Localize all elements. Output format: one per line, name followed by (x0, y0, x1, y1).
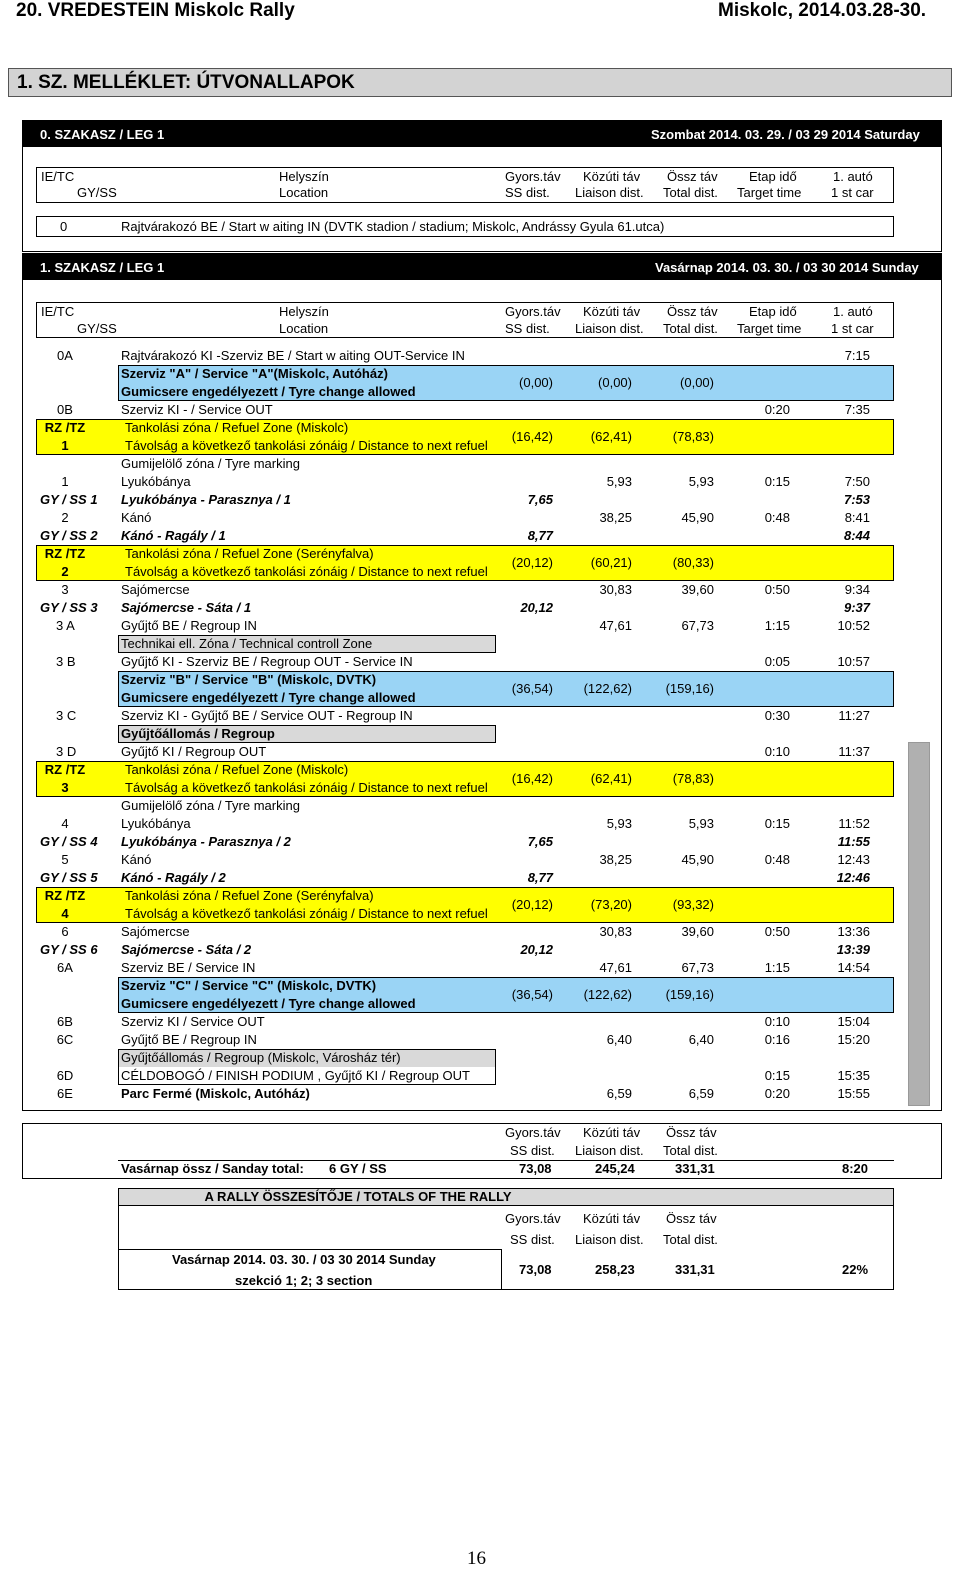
tot-col-li-en: Liaison dist. (575, 1143, 644, 1158)
row-total-dist: (78,83) (672, 429, 714, 444)
row-first-car: 10:52 (837, 618, 870, 633)
row-liaison-dist: 5,93 (606, 816, 632, 831)
row-location-2: Gumicsere engedélyezett / Tyre change allowed (121, 384, 416, 399)
row-total-dist: 5,93 (688, 816, 714, 831)
rally-totals-desc1: Vasárnap 2014. 03. 30. / 03 30 2014 Sunday (172, 1252, 436, 1267)
row-location: Lyukóbánya - Parasznya / 2 (121, 834, 291, 849)
row-target-time: 0:05 (764, 654, 790, 669)
row-first-car: 13:36 (837, 924, 870, 939)
row-location: Szerviz "C" / Service "C" (Miskolc, DVTK) (121, 978, 377, 993)
row-first-car: 12:46 (836, 870, 870, 885)
row-tc: GY / SS 3 (40, 600, 98, 615)
row-liaison-dist: (62,41) (590, 429, 632, 444)
row-tc: 6 (61, 924, 69, 939)
row-location: Gyűjtőállomás / Regroup (121, 726, 275, 741)
row-tc: 4 (61, 816, 69, 831)
row-total-dist: 45,90 (681, 852, 714, 867)
row-target-time: 0:15 (764, 474, 790, 489)
row-liaison-dist: (73,20) (590, 897, 632, 912)
row-tc: 6D (56, 1068, 74, 1083)
row-location: Szerviz "A" / Service "A"(Miskolc, Autóház) (121, 366, 388, 381)
row-total-dist: 67,73 (681, 618, 714, 633)
row-location: Gyűjtő BE / Regroup IN (121, 618, 257, 633)
row-liaison-dist: 38,25 (599, 852, 632, 867)
row-tc: GY / SS 2 (40, 528, 98, 543)
row-ss-dist: (20,12) (511, 897, 553, 912)
row-target-time: 1:15 (764, 618, 790, 633)
col-total-en: Total dist. (663, 321, 718, 336)
row-first-car: 8:44 (843, 528, 870, 543)
row-location: Szerviz KI / Service OUT (121, 1014, 265, 1029)
row-location: Tankolási zóna / Refuel Zone (Serényfalva) (125, 546, 374, 561)
row-location: Sajómercse (121, 582, 190, 597)
col-location: Helyszín (279, 304, 329, 319)
row-ss-dist: 7,65 (527, 834, 553, 849)
row-ss-dist: 7,65 (527, 492, 553, 507)
row-ss-dist: 8,77 (527, 870, 553, 885)
row-target-time: 0:10 (764, 1014, 790, 1029)
row-tc: 5 (61, 852, 69, 867)
row-total-dist: (93,32) (672, 897, 714, 912)
row-ss-dist: 20,12 (520, 600, 553, 615)
col-total-en: Total dist. (663, 185, 718, 200)
row-target-time: 0:15 (764, 1068, 790, 1083)
row-location-2: Távolság a következő tankolási zónáig / Distance to next refuel (125, 906, 488, 921)
sunday-total-li: 245,24 (595, 1161, 635, 1176)
row-liaison-dist: (60,21) (590, 555, 632, 570)
page-number: 16 (467, 1548, 486, 1569)
row-location: Gyűjtőállomás / Regroup (Miskolc, Városház tér) (121, 1050, 401, 1065)
rally-totals-desc2: szekció 1; 2; 3 section (235, 1273, 373, 1288)
col-ss: GY/SS (77, 321, 117, 336)
row-ss-dist: (0,00) (519, 375, 553, 390)
row-location: Gyűjtő KI / Regroup OUT (121, 744, 267, 759)
col-target: Etap idő (749, 169, 797, 184)
row-first-car: 14:54 (837, 960, 870, 975)
col-liaison-en: Liaison dist. (575, 321, 644, 336)
row-tc: GY / SS 6 (40, 942, 98, 957)
row-location: Szerviz KI - Gyűjtő BE / Service OUT - Regroup IN (121, 708, 413, 723)
row-tc: 2 (61, 510, 69, 525)
row-ss-dist: 20,12 (520, 942, 553, 957)
col-first-car-en: 1 st car (831, 185, 874, 200)
rt-col-li-en: Liaison dist. (575, 1232, 644, 1247)
row-target-time: 0:20 (764, 1086, 790, 1101)
row-total-dist: (80,33) (672, 555, 714, 570)
row-location: Parc Fermé (Miskolc, Autóház) (121, 1086, 310, 1101)
row-tc: RZ /TZ (44, 762, 86, 777)
row-location: Lyukóbánya (121, 474, 191, 489)
row-tc2: 1 (61, 438, 69, 453)
row-location: Gyűjtő KI - Szerviz BE / Regroup OUT - Service IN (121, 654, 413, 669)
event-location-date: Miskolc, 2014.03.28-30. (718, 0, 927, 21)
tot-col-ss: Gyors.táv (505, 1125, 561, 1140)
row-tc: 3 C (56, 708, 77, 723)
row-location: Rajtvárakozó KI -Szerviz BE / Start w aiting OUT-Service IN (121, 348, 465, 363)
row-tc: 6B (57, 1014, 73, 1029)
tot-col-li: Közúti táv (583, 1125, 641, 1140)
row-first-car: 15:20 (837, 1032, 870, 1047)
sunday-total-label: Vasárnap össz / Sanday total: (121, 1161, 304, 1176)
row-tc2: 4 (61, 906, 69, 921)
row-target-time: 1:15 (764, 960, 790, 975)
row-target-time: 0:48 (764, 852, 790, 867)
tot-col-to: Össz táv (666, 1125, 717, 1140)
row-ss-dist: 8,77 (527, 528, 553, 543)
row-liaison-dist: 30,83 (599, 582, 632, 597)
row-first-car: 11:27 (838, 708, 870, 723)
row-first-car: 13:39 (836, 942, 870, 957)
row-location-2: Távolság a következő tankolási zónáig / Distance to next refuel (125, 564, 488, 579)
row-target-time: 0:50 (764, 924, 790, 939)
col-tc: IE/TC (41, 304, 75, 319)
row-location: Kánó - Ragály / 1 (121, 528, 226, 543)
col-ss: GY/SS (77, 185, 117, 200)
col-location-en: Location (279, 321, 329, 336)
row-tc: GY / SS 1 (40, 492, 98, 507)
row-total-dist: 5,93 (688, 474, 714, 489)
row-location: Sajómercse - Sáta / 2 (121, 942, 252, 957)
row-first-car: 11:52 (838, 816, 870, 831)
row-ss-dist: (36,54) (511, 987, 553, 1002)
col-ss-dist-en: SS dist. (505, 321, 550, 336)
tot-col-ss-en: SS dist. (510, 1143, 555, 1158)
row-liaison-dist: 47,61 (599, 618, 632, 633)
col-ss-dist-en: SS dist. (505, 185, 550, 200)
row-location: Sajómercse - Sáta / 1 (121, 600, 252, 615)
event-title: 20. VREDESTEIN Miskolc Rally (16, 0, 295, 21)
row-target-time: 0:50 (764, 582, 790, 597)
row-first-car: 15:55 (837, 1086, 870, 1101)
row-total-dist: 6,40 (688, 1032, 714, 1047)
row-first-car: 7:35 (844, 402, 870, 417)
row-total-dist: 39,60 (681, 582, 714, 597)
row-tc: 0B (57, 402, 73, 417)
row-liaison-dist: (122,62) (583, 987, 632, 1002)
col-target: Etap idő (749, 304, 797, 319)
row-first-car: 12:43 (837, 852, 870, 867)
col-total: Össz táv (667, 304, 718, 319)
col-first-car: 1. autó (833, 304, 873, 319)
row-first-car: 7:53 (843, 492, 870, 507)
leg0-column-header (36, 167, 894, 203)
leg1-bar (23, 254, 941, 280)
row-location-2: Gumicsere engedélyezett / Tyre change allowed (121, 690, 416, 705)
row-liaison-dist: 38,25 (599, 510, 632, 525)
leg0-label: 0. SZAKASZ / LEG 1 (40, 127, 165, 142)
row-location: Gumijelölő zóna / Tyre marking (121, 798, 300, 813)
row-total-dist: 6,59 (688, 1086, 714, 1101)
col-ss-dist: Gyors.táv (505, 304, 561, 319)
row-liaison-dist: 6,59 (606, 1086, 632, 1101)
row-location: Tankolási zóna / Refuel Zone (Miskolc) (125, 762, 349, 777)
row-location: CÉLDOBOGÓ / FINISH PODIUM , Gyűjtő KI / Regroup OUT (121, 1068, 470, 1083)
tot-col-to-en: Total dist. (663, 1143, 718, 1158)
row-total-dist: 39,60 (681, 924, 714, 939)
row-total-dist: 67,73 (681, 960, 714, 975)
rt-col-to: Össz táv (666, 1211, 717, 1226)
row-location: Kánó (121, 510, 152, 525)
row-first-car: 10:57 (837, 654, 870, 669)
row-tc: RZ /TZ (44, 888, 86, 903)
row-location: Gyűjtő BE / Regroup IN (121, 1032, 257, 1047)
col-target-en: Target time (737, 185, 802, 200)
rally-totals-title: A RALLY ÖSSZESÍTŐJE / TOTALS OF THE RALLY (204, 1189, 512, 1204)
row-liaison-dist: 47,61 (599, 960, 632, 975)
row-ss-dist: (36,54) (511, 681, 553, 696)
col-location-en: Location (279, 185, 329, 200)
col-liaison: Közúti táv (583, 304, 641, 319)
rt-col-ss-en: SS dist. (510, 1232, 555, 1247)
row-location: Tankolási zóna / Refuel Zone (Miskolc) (125, 420, 349, 435)
leg1-column-header (36, 302, 894, 338)
row-total-dist: (78,83) (672, 771, 714, 786)
row-tc: GY / SS 4 (40, 834, 98, 849)
row-target-time: 0:15 (764, 816, 790, 831)
row-first-car: 15:04 (837, 1014, 870, 1029)
row-location: Sajómercse (121, 924, 190, 939)
row-target-time: 0:30 (764, 708, 790, 723)
col-ss-dist: Gyors.táv (505, 169, 561, 184)
row-liaison-dist: (122,62) (583, 681, 632, 696)
row-ss-dist: (20,12) (511, 555, 553, 570)
row-tc: 3 (61, 582, 69, 597)
row-tc: 3 D (56, 744, 77, 759)
col-first-car: 1. autó (833, 169, 873, 184)
row-location: Kánó (121, 852, 152, 867)
row-first-car: 7:15 (844, 348, 870, 363)
row-liaison-dist: 5,93 (606, 474, 632, 489)
row-first-car: 15:35 (837, 1068, 870, 1083)
row-tc: 6C (56, 1032, 74, 1047)
row-total-dist: (159,16) (665, 987, 714, 1002)
row-tc: RZ /TZ (44, 546, 86, 561)
leg0-date: Szombat 2014. 03. 29. / 03 29 2014 Saturday (651, 127, 920, 142)
rally-totals-ss: 73,08 (519, 1262, 552, 1277)
sunday-total-first: 8:20 (842, 1161, 869, 1176)
row-location: Lyukóbánya (121, 816, 191, 831)
rally-totals-li: 258,23 (595, 1262, 635, 1277)
rally-totals-pct: 22% (842, 1262, 869, 1277)
row-location: Szerviz BE / Service IN (121, 960, 256, 975)
row-liaison-dist: 6,40 (606, 1032, 632, 1047)
col-total: Össz táv (667, 169, 718, 184)
row-tc: RZ /TZ (44, 420, 86, 435)
row-total-dist: (0,00) (680, 375, 714, 390)
row-target-time: 0:48 (764, 510, 790, 525)
row-first-car: 9:37 (843, 600, 870, 615)
row-location-2: Gumicsere engedélyezett / Tyre change allowed (121, 996, 416, 1011)
row-liaison-dist: 30,83 (599, 924, 632, 939)
row-location: Technikai ell. Zóna / Technical controll Zone (121, 636, 373, 651)
row-tc: 1 (61, 474, 69, 489)
row-location: Tankolási zóna / Refuel Zone (Serényfalva) (125, 888, 374, 903)
row-location: Gumijelölő zóna / Tyre marking (121, 456, 300, 471)
row-ss-dist: (16,42) (511, 429, 553, 444)
col-target-en: Target time (737, 321, 802, 336)
row-tc: 3 B (56, 654, 76, 669)
sunday-total-to: 331,31 (675, 1161, 715, 1176)
row-first-car: 11:37 (838, 744, 870, 759)
col-first-car-en: 1 st car (831, 321, 874, 336)
row-tc2: 2 (61, 564, 69, 579)
rt-col-ss: Gyors.táv (505, 1211, 561, 1226)
row-first-car: 7:50 (844, 474, 870, 489)
section-side-label: 2. szekció / section (908, 742, 930, 1106)
row-location-2: Távolság a következő tankolási zónáig / Distance to next refuel (125, 438, 488, 453)
leg0-row-tc: 0 (60, 219, 68, 234)
col-location: Helyszín (279, 169, 329, 184)
row-location-2: Távolság a következő tankolási zónáig / Distance to next refuel (125, 780, 488, 795)
leg0-bar (23, 121, 941, 147)
annex-title: 1. SZ. MELLÉKLET: ÚTVONALLAPOK (8, 68, 952, 97)
row-target-time: 0:10 (764, 744, 790, 759)
rt-col-li: Közúti táv (583, 1211, 641, 1226)
col-liaison-en: Liaison dist. (575, 185, 644, 200)
leg1-label: 1. SZAKASZ / LEG 1 (40, 260, 165, 275)
row-tc: 0A (57, 348, 73, 363)
rally-totals-to: 331,31 (675, 1262, 715, 1277)
row-target-time: 0:16 (764, 1032, 790, 1047)
row-location: Szerviz "B" / Service "B" (Miskolc, DVTK) (121, 672, 377, 687)
row-location: Kánó - Ragály / 2 (121, 870, 226, 885)
row-liaison-dist: (0,00) (598, 375, 632, 390)
sunday-total-ss: 73,08 (519, 1161, 552, 1176)
row-total-dist: (159,16) (665, 681, 714, 696)
row-first-car: 11:55 (837, 834, 870, 849)
row-first-car: 9:34 (844, 582, 870, 597)
row-ss-dist: (16,42) (511, 771, 553, 786)
row-tc: 6A (57, 960, 73, 975)
leg0-row-location: Rajtvárakozó BE / Start w aiting IN (DVTK stadion / stadium; Miskolc, Andrássy Gyula 61.utca) (121, 219, 665, 234)
col-tc: IE/TC (41, 169, 75, 184)
row-target-time: 0:20 (764, 402, 790, 417)
row-tc2: 3 (61, 780, 69, 795)
row-tc: 6E (57, 1086, 73, 1101)
row-tc: 3 A (56, 618, 75, 633)
row-location: Szerviz KI - / Service OUT (121, 402, 273, 417)
row-location: Lyukóbánya - Parasznya / 1 (121, 492, 291, 507)
sunday-total-count: 6 GY / SS (329, 1161, 387, 1176)
leg1-date: Vasárnap 2014. 03. 30. / 03 30 2014 Sunday (655, 260, 919, 275)
row-tc: GY / SS 5 (40, 870, 98, 885)
row-total-dist: 45,90 (681, 510, 714, 525)
row-first-car: 8:41 (844, 510, 870, 525)
col-liaison: Közúti táv (583, 169, 641, 184)
rt-col-to-en: Total dist. (663, 1232, 718, 1247)
row-liaison-dist: (62,41) (590, 771, 632, 786)
